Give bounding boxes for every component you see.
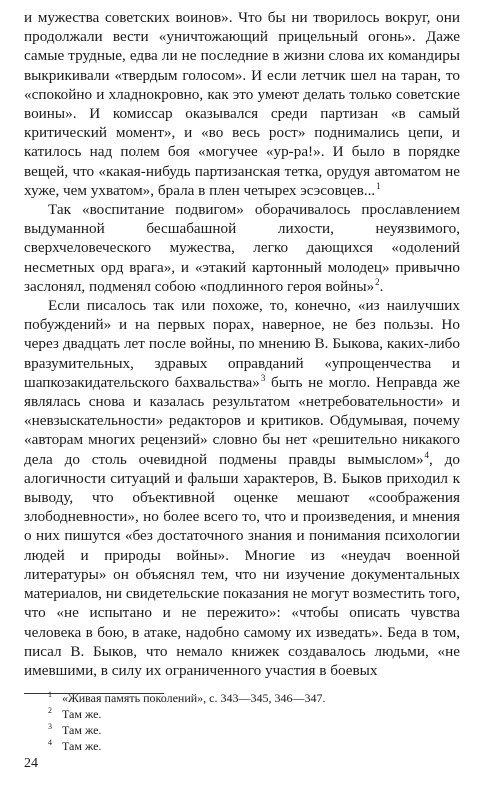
footnote-text: Там же.: [62, 723, 102, 737]
footnote-ref: 3: [260, 372, 266, 383]
footnote-number: 4: [48, 738, 52, 747]
footnote-text: «Живая память поколений», с. 343—345, 346—347.: [62, 691, 326, 705]
footnote-ref: 2: [375, 276, 380, 287]
paragraph-text: Если писалось так или похоже, то, конечно, «из наилучших побуждений» и на первых порах, наверное, не без пользы. Но через двадцать лет после войны, по мнению В. Быкова, каких-либо вразумительных, здравых оправданий «упрощенчества и шапкозакидательского бахвальства»: [24, 297, 460, 391]
footnote-ref: 4: [424, 449, 430, 460]
paragraph-text: Так «воспитание подвигом» оборачивалось прославлением выдуманной бесшабашной лихости, неуязвимого, сверхчеловеческого мужества, легко дающихся «одолений несметных орд врага», и «этакий картонный молодец» привычно заслонял, подменял собою «подлинного героя войны»: [24, 201, 460, 295]
paragraph: [24, 8, 460, 200]
paragraph: [24, 200, 460, 296]
paragraph: [24, 296, 460, 680]
page-number: 24: [24, 756, 38, 771]
paragraph-text: быть не могло. Неправда же являлась снова и казалась результатом «нетребовательности» и «невзыскательности» редакторов и критиков. Обдумывая, почему «авторам многих рецензий» словно бы нет «решительно никакого дела до столь очевидной подмены правды вымыслом»: [24, 373, 461, 468]
footnote-number: 2: [48, 706, 52, 715]
footnote-number: 3: [48, 722, 52, 731]
footnote-number: 1: [48, 690, 52, 699]
paragraph-text: и мужества советских воинов». Что бы ни творилось вокруг, они продолжали вести «уничтожающий прицельный огонь». Даже самые трудные, едва ли не последние в жизни слова их командиры выкрикивали «твердым голосом». И если летчик шел на таран, то «спокойно и хладнокровно, как это умеют делать только советские воины». И комиссар оказывался среди партизан «в самый критический момент», и «во весь рост» поднимались цепи, и катилось над полем боя «могучее «ур-ра!». И было в порядке вещей, что «какая-нибудь партизанская тетка, орудуя автоматом не хуже, чем ухватом», брала в плен четырех эсэсовцев...: [24, 9, 460, 199]
footnote-item: [48, 738, 462, 754]
footnote-item: [48, 722, 462, 738]
paragraph-text: , до алогичности ситуаций и фальши характеров, В. Быков приходил к выводу, что объективной оценке мешают «соображения злободневности», но более всего то, что и произведения, и мнения о них пишутся «без достаточного знания и понимания психологии людей и природы войны». Многие из «неудач военной литературы» он объяснял тем, что ни изучение документальных материалов, ни свидетельские показания не могут возместить того, что «не испытано и не пережито»: «чтобы описать чувства человека в бою, в атаке, надобно самому их изведать». Беда в том, писал В. Быков, что немало книжек создавалось людьми, «не имевшими, в силу их ограниченного участия в боевых: [24, 450, 460, 679]
footnote-text: Там же.: [62, 707, 102, 721]
footnote-item: [48, 706, 462, 722]
footnote-text: Там же.: [62, 739, 102, 753]
footnote-ref: 1: [376, 180, 381, 191]
footnotes: [48, 690, 462, 754]
footnote-item: [48, 690, 462, 706]
main-text: [24, 8, 460, 680]
paragraph-text: .: [379, 277, 384, 295]
